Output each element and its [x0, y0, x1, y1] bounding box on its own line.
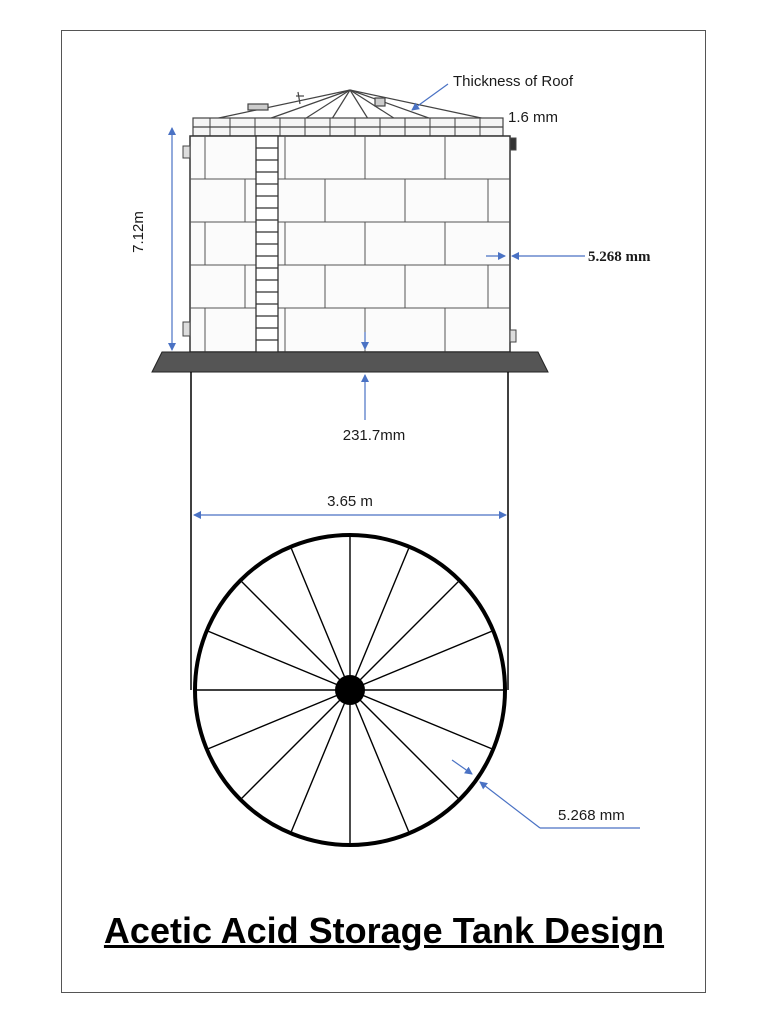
- roof-thickness-value: 1.6 mm: [508, 109, 559, 126]
- tank-roof: [193, 90, 503, 136]
- shell-thickness-side-label: 5.268 mm: [588, 249, 651, 265]
- tank-base: [152, 352, 548, 372]
- bottom-thickness-label: 231.7mm: [342, 427, 406, 444]
- shell-thickness-plan-label: 5.268 mm: [558, 807, 625, 824]
- plan-spoke: [242, 582, 350, 690]
- tank-plan-view: [195, 535, 505, 845]
- plan-spoke: [350, 690, 458, 798]
- center-hub: [335, 675, 365, 705]
- tank-shell: [190, 136, 510, 352]
- roof-thickness-caption: Thickness of Roof: [453, 73, 574, 90]
- diameter-label: 3.65 m: [327, 493, 373, 510]
- tank-ladder: [256, 136, 278, 352]
- plan-spoke: [242, 690, 350, 798]
- tank-elevation: [152, 90, 548, 372]
- height-label: 7.12m: [130, 211, 147, 253]
- plan-spoke: [350, 582, 458, 690]
- page-title: Acetic Acid Storage Tank Design: [103, 910, 665, 951]
